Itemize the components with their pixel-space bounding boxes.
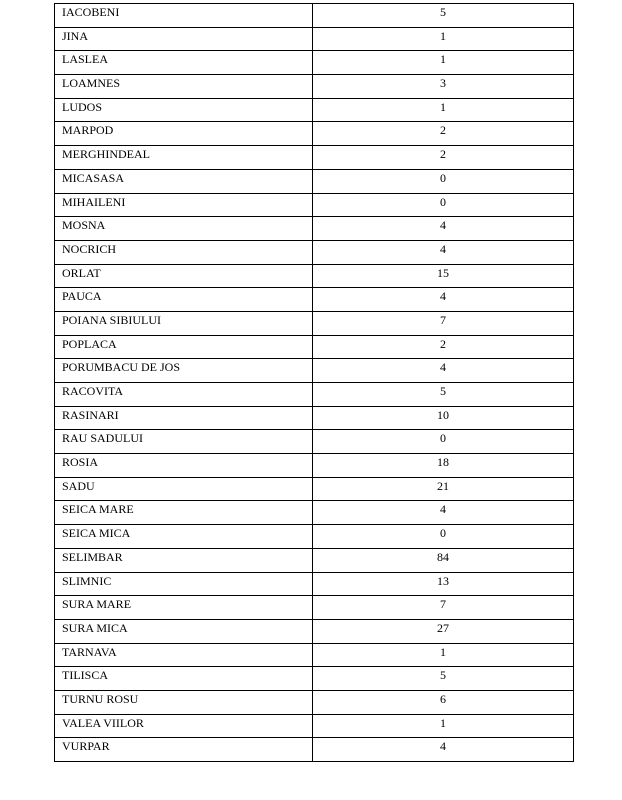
locality-name: PORUMBACU DE JOS xyxy=(55,359,313,383)
locality-name: SELIMBAR xyxy=(55,548,313,572)
locality-name: VALEA VIILOR xyxy=(55,714,313,738)
locality-count: 0 xyxy=(313,525,574,549)
locality-count: 1 xyxy=(313,714,574,738)
table-row xyxy=(55,4,574,28)
table-row xyxy=(55,264,574,288)
locality-count: 4 xyxy=(313,240,574,264)
table-row xyxy=(55,406,574,430)
locality-count: 2 xyxy=(313,122,574,146)
table-row xyxy=(55,738,574,762)
table-row xyxy=(55,51,574,75)
locality-name: SURA MARE xyxy=(55,596,313,620)
locality-table-container xyxy=(54,3,573,762)
locality-name: LUDOS xyxy=(55,98,313,122)
locality-count: 6 xyxy=(313,690,574,714)
locality-count: 0 xyxy=(313,169,574,193)
locality-count: 1 xyxy=(313,27,574,51)
locality-name: SURA MICA xyxy=(55,619,313,643)
locality-name: JINA xyxy=(55,27,313,51)
table-row xyxy=(55,454,574,478)
locality-name: SEICA MICA xyxy=(55,525,313,549)
table-row xyxy=(55,169,574,193)
locality-name: RAU SADULUI xyxy=(55,430,313,454)
table-row xyxy=(55,383,574,407)
table-row xyxy=(55,477,574,501)
table-row xyxy=(55,146,574,170)
locality-name: POIANA SIBIULUI xyxy=(55,311,313,335)
locality-count: 5 xyxy=(313,667,574,691)
locality-count: 4 xyxy=(313,738,574,762)
locality-count: 84 xyxy=(313,548,574,572)
table-row xyxy=(55,643,574,667)
locality-name: POPLACA xyxy=(55,335,313,359)
locality-count: 1 xyxy=(313,643,574,667)
locality-name: MICASASA xyxy=(55,169,313,193)
table-row xyxy=(55,690,574,714)
locality-name: VURPAR xyxy=(55,738,313,762)
locality-count: 7 xyxy=(313,311,574,335)
locality-count: 3 xyxy=(313,75,574,99)
table-body xyxy=(55,4,574,762)
table-row xyxy=(55,667,574,691)
locality-name: RACOVITA xyxy=(55,383,313,407)
table-row xyxy=(55,311,574,335)
locality-name: MOSNA xyxy=(55,217,313,241)
locality-count: 0 xyxy=(313,430,574,454)
locality-name: SEICA MARE xyxy=(55,501,313,525)
locality-name: TARNAVA xyxy=(55,643,313,667)
locality-count: 13 xyxy=(313,572,574,596)
locality-count: 0 xyxy=(313,193,574,217)
table-row xyxy=(55,27,574,51)
locality-name: NOCRICH xyxy=(55,240,313,264)
locality-count: 2 xyxy=(313,146,574,170)
locality-name: ORLAT xyxy=(55,264,313,288)
locality-count: 18 xyxy=(313,454,574,478)
table-row xyxy=(55,359,574,383)
locality-name: MARPOD xyxy=(55,122,313,146)
locality-count: 7 xyxy=(313,596,574,620)
table-row xyxy=(55,193,574,217)
table-row xyxy=(55,98,574,122)
table-row xyxy=(55,548,574,572)
locality-count: 10 xyxy=(313,406,574,430)
locality-count: 5 xyxy=(313,383,574,407)
locality-name: RASINARI xyxy=(55,406,313,430)
table-row xyxy=(55,572,574,596)
table-row xyxy=(55,596,574,620)
locality-name: SLIMNIC xyxy=(55,572,313,596)
table-row xyxy=(55,430,574,454)
locality-count: 21 xyxy=(313,477,574,501)
locality-count: 15 xyxy=(313,264,574,288)
table-row xyxy=(55,525,574,549)
locality-name: MERGHINDEAL xyxy=(55,146,313,170)
locality-name: PAUCA xyxy=(55,288,313,312)
locality-count: 1 xyxy=(313,98,574,122)
table-row xyxy=(55,714,574,738)
locality-count: 2 xyxy=(313,335,574,359)
locality-count: 5 xyxy=(313,4,574,28)
locality-count: 4 xyxy=(313,359,574,383)
table-row xyxy=(55,217,574,241)
locality-name: IACOBENI xyxy=(55,4,313,28)
locality-count: 1 xyxy=(313,51,574,75)
locality-count: 27 xyxy=(313,619,574,643)
table-row xyxy=(55,122,574,146)
table-row xyxy=(55,501,574,525)
locality-count: 4 xyxy=(313,501,574,525)
locality-name: SADU xyxy=(55,477,313,501)
locality-name: ROSIA xyxy=(55,454,313,478)
table-row xyxy=(55,619,574,643)
table-row xyxy=(55,288,574,312)
locality-count: 4 xyxy=(313,288,574,312)
table-row xyxy=(55,335,574,359)
locality-count: 4 xyxy=(313,217,574,241)
locality-name: TILISCA xyxy=(55,667,313,691)
locality-name: TURNU ROSU xyxy=(55,690,313,714)
locality-name: LASLEA xyxy=(55,51,313,75)
table-row xyxy=(55,240,574,264)
locality-name: LOAMNES xyxy=(55,75,313,99)
table-row xyxy=(55,75,574,99)
locality-name: MIHAILENI xyxy=(55,193,313,217)
locality-table xyxy=(54,3,574,762)
